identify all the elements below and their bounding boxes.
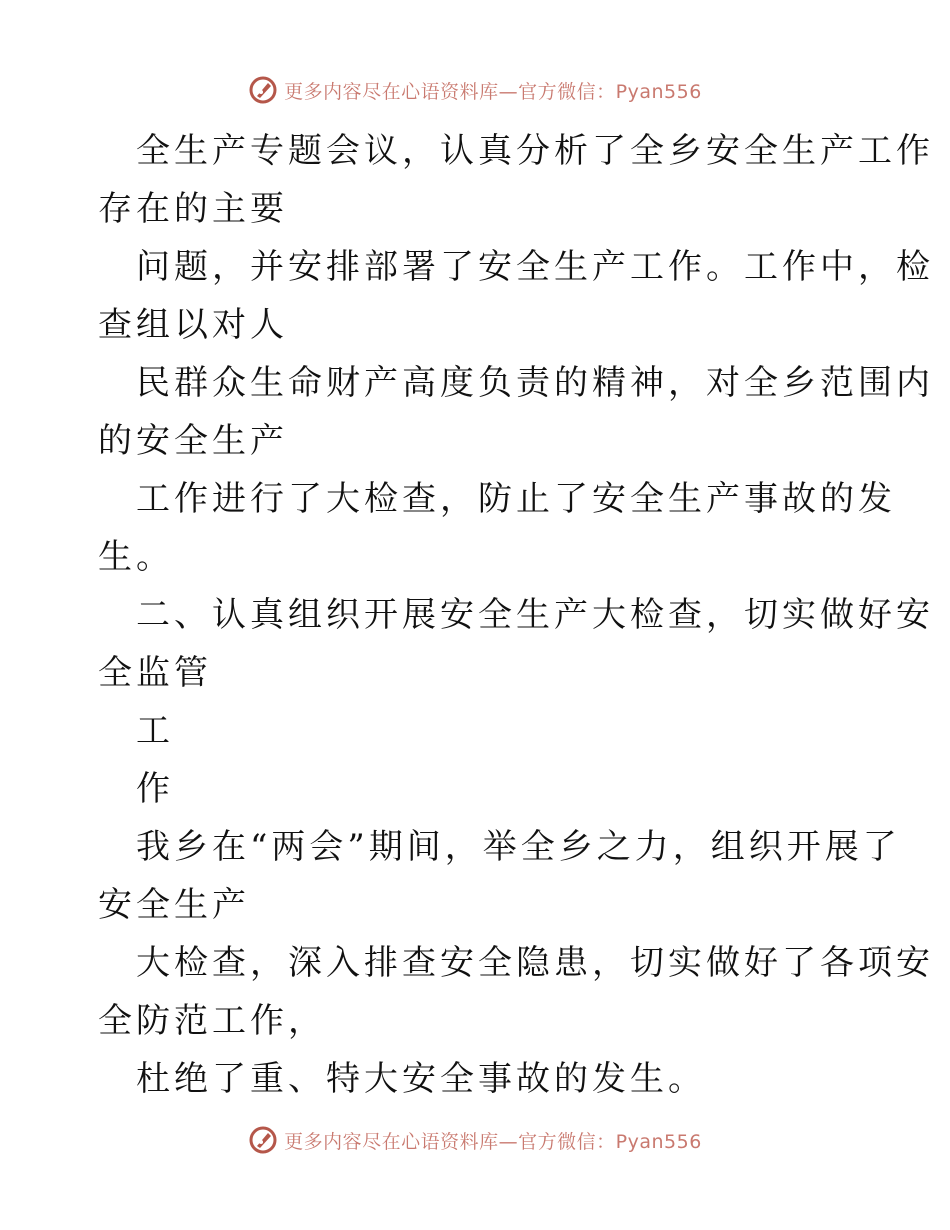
text-line: 工作进行了大检查，防止了安全生产事故的发 [136,479,896,519]
text-line: 查组以对人 [98,305,288,345]
text-line: 全防范工作， [98,1001,326,1041]
footer-banner [0,1120,950,1160]
document-body [98,122,934,1108]
header-banner-text: 更多内容尽在心语资料库—官方微信：Pyan556 [284,80,702,103]
text-line: 民群众生命财产高度负责的精神，对全乡范围内 [136,363,934,403]
section-heading-continued: 工 [136,711,174,751]
text-line: 我乡在“两会”期间，举全乡之力，组织开展了 [136,827,901,867]
text-line: 的安全生产 [98,421,288,461]
pen-seal-icon [248,1125,278,1155]
text-line: 杜绝了重、特大安全事故的发生。 [136,1059,706,1099]
pen-seal-icon [248,75,278,105]
footer-banner-text: 更多内容尽在心语资料库—官方微信：Pyan556 [284,1130,702,1153]
text-line: 安全生产 [98,885,250,925]
section-heading: 二、认真组织开展安全生产大检查，切实做好安 [136,595,934,635]
text-line: 生。 [98,537,174,577]
section-heading-continued: 全监管 [98,653,212,693]
text-line: 大检查，深入排查安全隐患，切实做好了各项安 [136,943,934,983]
text-line: 全生产专题会议，认真分析了全乡安全生产工作 [136,131,934,171]
text-line: 存在的主要 [98,189,288,229]
header-banner [0,70,950,110]
section-heading-continued: 作 [136,769,174,809]
text-line: 问题，并安排部署了安全生产工作。工作中，检 [136,247,934,287]
